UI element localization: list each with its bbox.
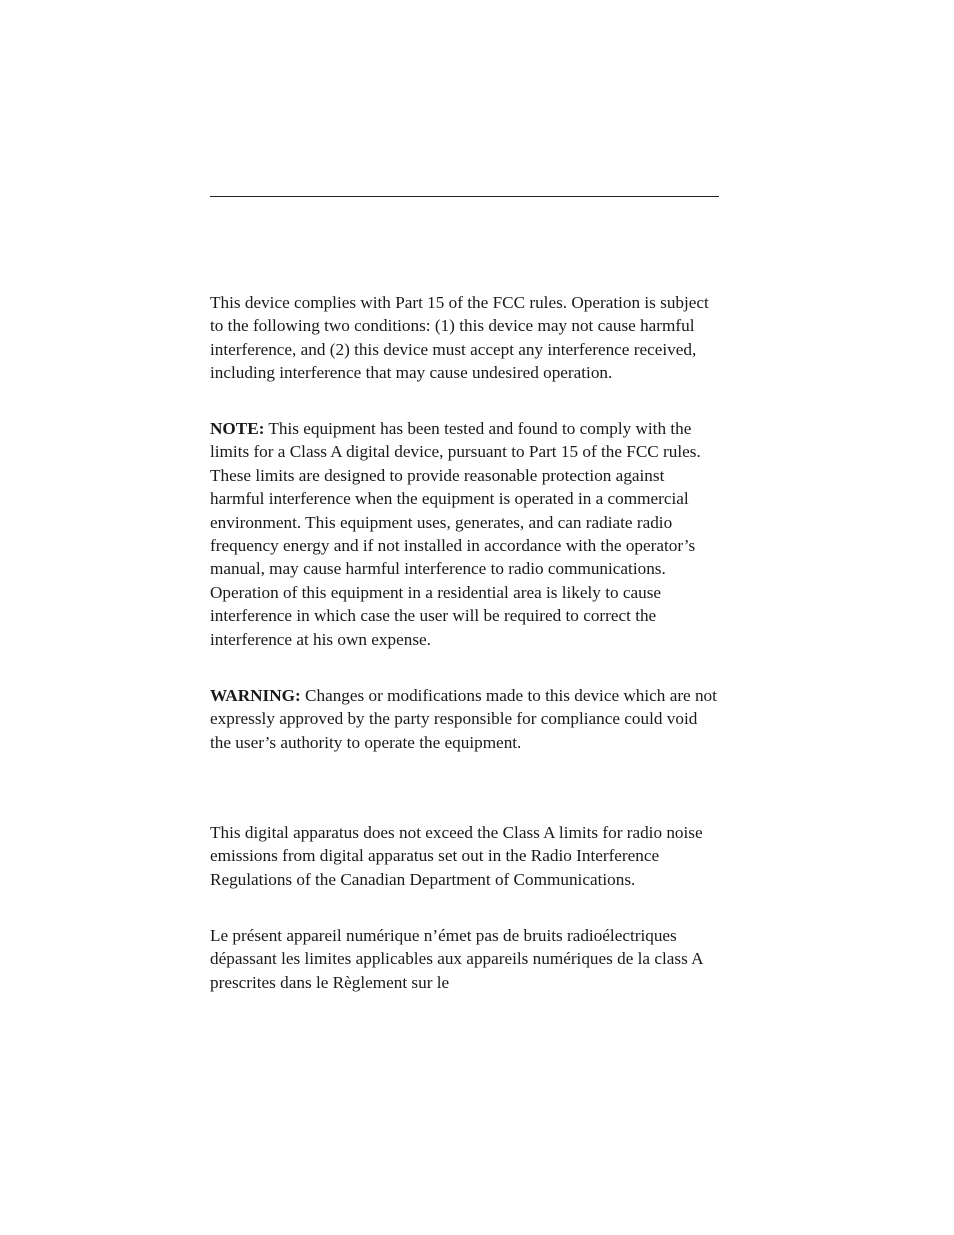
fcc-note-paragraph xyxy=(210,417,718,651)
note-label: NOTE: xyxy=(210,419,265,438)
header-rule xyxy=(210,196,719,197)
warning-label: WARNING: xyxy=(210,686,301,705)
canada-french-paragraph: Le présent appareil numérique n’émet pas de bruits radioélectriques dépassant les limites applicables aux appareils numériques de la class A prescrites dans le Règlement sur le xyxy=(210,926,703,992)
fcc-compliance-paragraph: This device complies with Part 15 of the FCC rules. Operation is subject to the following two conditions: (1) this device may not cause harmful interference, and (2) this device must accept any interference received, including interference that may cause undesired operation. xyxy=(210,293,709,383)
note-text: This equipment has been tested and found to comply with the limits for a Class A digital device, pursuant to Part 15 of the FCC rules. These limits are designed to provide reasonable protection against harmful interference when the equipment is operated in a commercial environment. This equipment uses, generates, and can radiate radio frequency energy and if not installed in accordance with the operator’s manual, may cause harmful interference to radio communications. Operation of this equipment in a residential area is likely to cause interference in which case the user will be required to correct the interference at his own expense. xyxy=(210,419,701,649)
fcc-warning-paragraph xyxy=(210,684,718,754)
canada-english-paragraph: This digital apparatus does not exceed the Class A limits for radio noise emissions from digital apparatus set out in the Radio Interference Regulations of the Canadian Department of Communications. xyxy=(210,823,703,889)
warning-text: Changes or modifications made to this device which are not expressly approved by the party responsible for compliance could void the user’s authority to operate the equipment. xyxy=(210,686,717,752)
